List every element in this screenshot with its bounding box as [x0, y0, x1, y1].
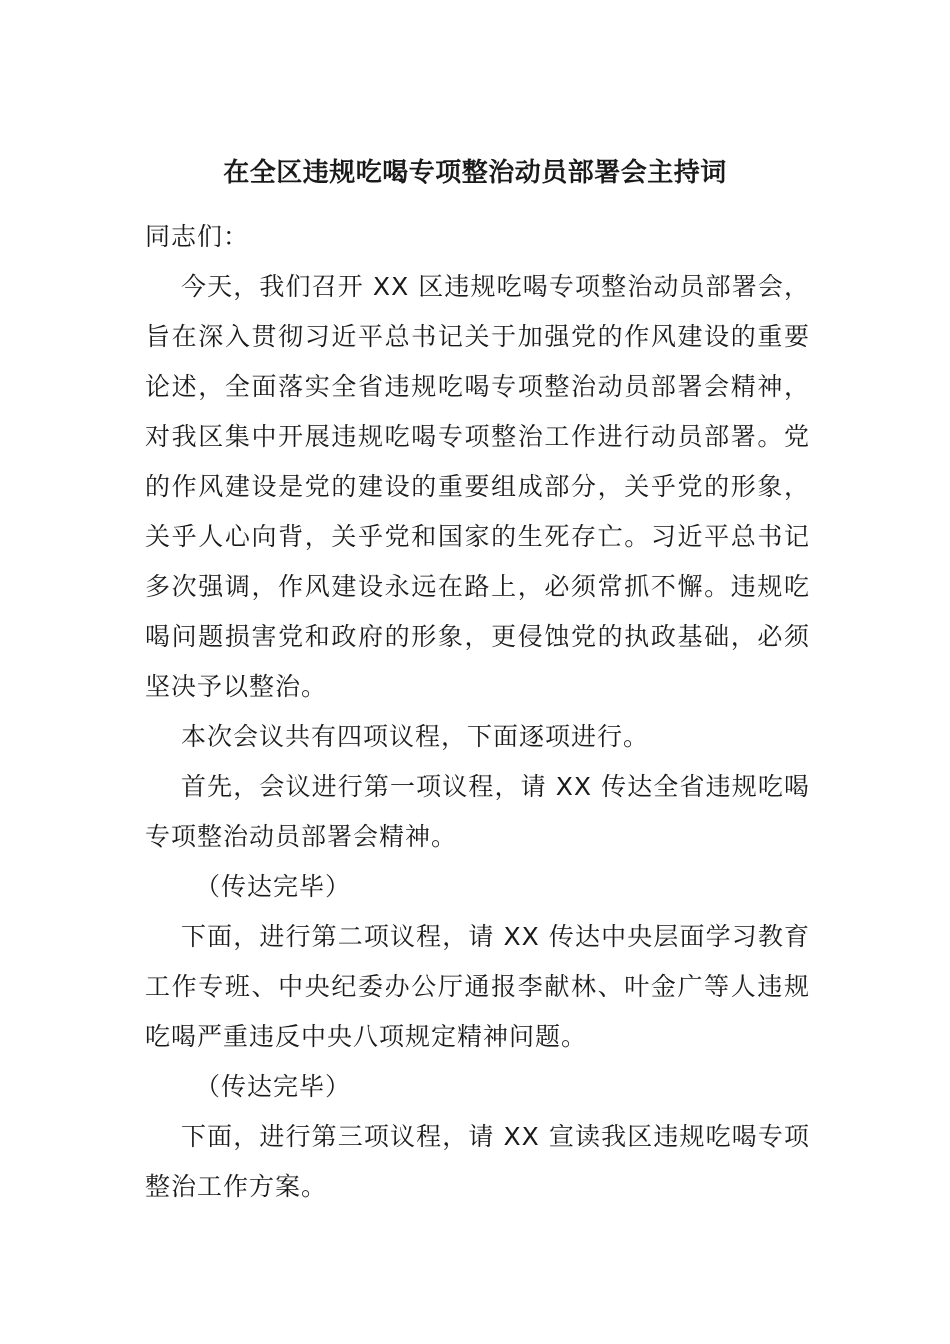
stage-note-2: （传达完毕） — [195, 1072, 352, 1101]
document-title: 在全区违规吃喝专项整治动员部署会主持词 — [223, 158, 727, 188]
paragraph-agenda-item-2: 下面，进行第二项议程，请 XX 传达中央层面学习教育工作专班、中央纪委办公厅通报李献林、叶金广等人违规吃喝严重违反中央八项规定精神问题。 — [145, 922, 810, 1051]
salutation: 同志们： — [145, 222, 250, 251]
paragraph-intro: 今天，我们召开 XX 区违规吃喝专项整治动员部署会，旨在深入贯彻习近平总书记关于加强党的作风建设的重要论述，全面落实全省违规吃喝专项整治动员部署会精神，对我区集中开展违规吃喝专项整治工作进行动员部署。党的作风建设是党的建设的重要组成部分，关乎党的形象，关乎人心向背，关乎党和国家的生死存亡。习近平总书记多次强调，作风建设永远在路上，必须常抓不懈。违规吃喝问题损害党和政府的形象，更侵蚀党的执政基础，必须坚决予以整治。 — [145, 272, 810, 701]
paragraph-agenda-overview: 本次会议共有四项议程，下面逐项进行。 — [181, 722, 650, 751]
paragraph-agenda-item-1: 首先，会议进行第一项议程，请 XX 传达全省违规吃喝专项整治动员部署会精神。 — [145, 772, 810, 851]
document-body — [145, 212, 810, 1212]
paragraph-agenda-item-3: 下面，进行第三项议程，请 XX 宣读我区违规吃喝专项整治工作方案。 — [145, 1122, 810, 1201]
stage-note-1: （传达完毕） — [195, 872, 352, 901]
